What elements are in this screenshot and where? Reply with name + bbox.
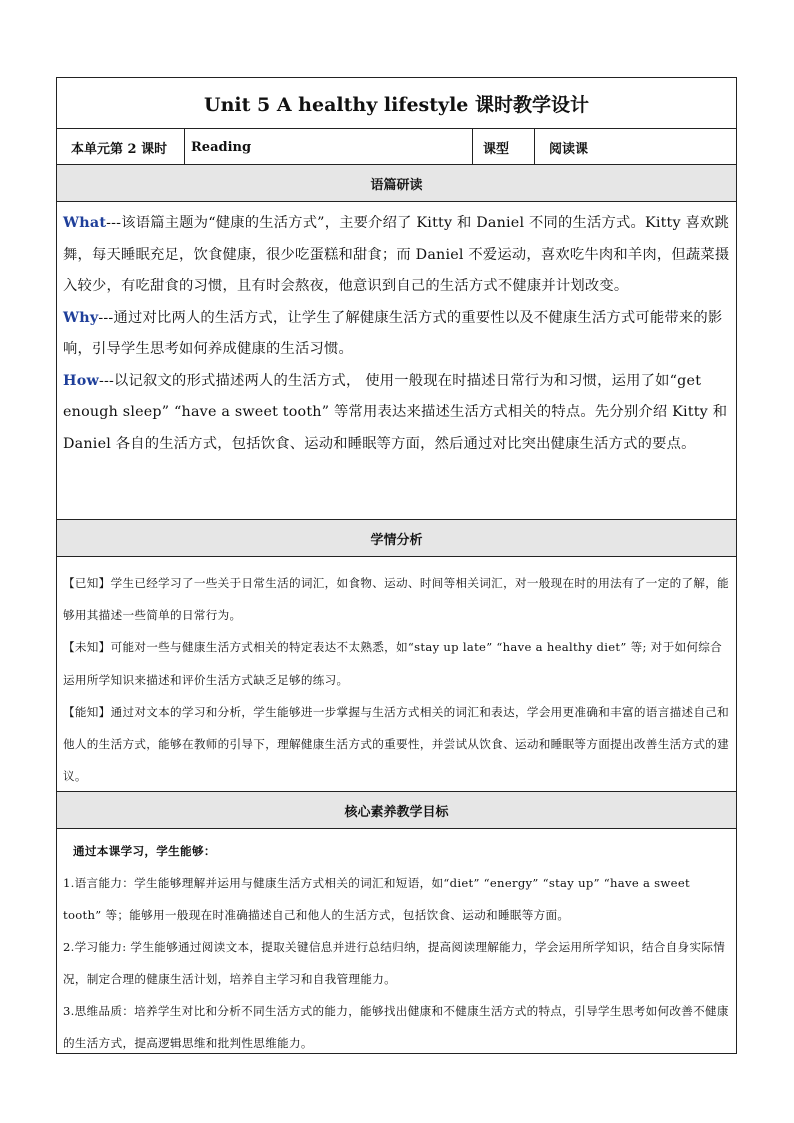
text-analysis-content xyxy=(57,202,736,520)
what-text: ---该语篇主题为“健康的生活方式”，主要介绍了 Kitty 和 Daniel 不同的生活方式。Kitty 喜欢跳舞，每天睡眠充足，饮食健康，很少吃蛋糕和甜食；而 Daniel 不爱运动，喜欢吃牛肉和羊肉，但蔬菜摄入较少，有吃甜食的习惯，且有时会熬夜，他意识到自己的生活方式不健康并计划改变。 xyxy=(63,215,730,294)
what-keyword: What xyxy=(63,215,107,231)
section-header-objectives: 核心素养教学目标 xyxy=(57,792,736,829)
goal-language: 1.语言能力：学生能够理解并运用与健康生活方式相关的词汇和短语，如“diet” “energy” “stay up” “have a sweet tooth” 等；能够用一般现在时准确描述自己和他人的生活方式，包括饮食、运动和睡眠等方面。 xyxy=(63,876,690,922)
student-analysis-content xyxy=(57,557,736,792)
lesson-type-label: 课型 xyxy=(473,129,535,165)
why-paragraph xyxy=(63,303,730,366)
unknown-paragraph: 【未知】可能对一些与健康生活方式相关的特定表达不太熟悉，如“stay up late” “have a healthy diet” 等; 对于如何综合运用所学知识来描述和评价生活方式缺乏足够的练习。 xyxy=(63,640,723,687)
why-text: ---通过对比两人的生活方式，让学生了解健康生活方式的重要性以及不健康生活方式可能带来的影响，引导学生思考如何养成健康的生活习惯。 xyxy=(63,309,723,357)
objectives-lead: 通过本课学习，学生能够： xyxy=(73,844,216,858)
what-paragraph xyxy=(63,208,730,303)
why-keyword: Why xyxy=(63,309,99,326)
able-paragraph: 【能知】通过对文本的学习和分析，学生能够进一步掌握与生活方式相关的词汇和表达，学会用更准确和丰富的语言描述自己和他人的生活方式，能够在教师的引导下，理解健康生活方式的重要性，并尝试从饮食、运动和睡眠等方面提出改善生活方式的建议。 xyxy=(63,704,730,784)
document-title: Unit 5 A healthy lifestyle 课时教学设计 xyxy=(57,78,736,129)
how-paragraph xyxy=(63,366,730,461)
section-header-text-analysis: 语篇研读 xyxy=(57,165,736,202)
lesson-plan-table xyxy=(56,77,737,1054)
known-paragraph: 【已知】学生已经学习了一些关于日常生活的词汇，如食物、运动、时间等相关词汇，对一般现在时的用法有了一定的了解，能够用其描述一些简单的日常行为。 xyxy=(63,576,730,623)
section-header-student-analysis: 学情分析 xyxy=(57,520,736,557)
lesson-topic: Reading xyxy=(185,129,473,165)
lesson-type-value: 阅读课 xyxy=(549,141,589,157)
how-keyword: How xyxy=(63,372,99,389)
meta-row xyxy=(57,129,736,165)
objectives-content xyxy=(57,829,736,1053)
goal-thinking: 3.思维品质：培养学生对比和分析不同生活方式的能力，能够找出健康和不健康生活方式的特点，引导学生思考如何改善不健康的生活方式，提高逻辑思维和批判性思维能力。 xyxy=(63,1004,729,1050)
lesson-number: 本单元第 2 课时 xyxy=(57,129,185,165)
goal-learning: 2.学习能力: 学生能够通过阅读文本，提取关键信息并进行总结归纳，提高阅读理解能力，学会运用所学知识，结合自身实际情况，制定合理的健康生活计划，培养自主学习和自我管理能力。 xyxy=(63,940,726,986)
how-text: ---以记叙文的形式描述两人的生活方式， 使用一般现在时描述日常行为和习惯，运用了如“get enough sleep” “have a sweet tooth” 等常用表达来描述生活方式相关的特点。先分别介绍 Kitty 和 Daniel 各自的生活方式，包括饮食、运动和睡眠等方面，然后通过对比突出健康生活方式的要点。 xyxy=(63,372,728,452)
